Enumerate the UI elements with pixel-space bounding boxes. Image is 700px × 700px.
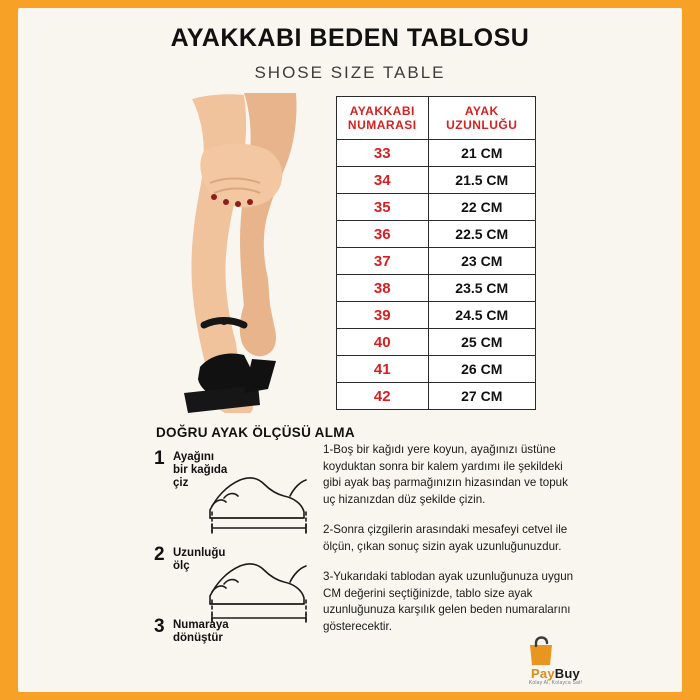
logo-buy-text: Buy <box>554 666 580 681</box>
column-header-foot-length <box>428 97 535 140</box>
table-row <box>337 194 536 221</box>
paybuy-logo <box>508 636 603 686</box>
step-number: 2 <box>154 544 165 565</box>
size-table <box>336 96 536 410</box>
cell-foot-length: 26 CM <box>428 356 535 383</box>
cell-shoe-size: 42 <box>337 383 429 410</box>
cell-shoe-size: 37 <box>337 248 429 275</box>
cell-shoe-size: 36 <box>337 221 429 248</box>
table-row <box>337 302 536 329</box>
legs-heel-illustration <box>148 93 328 413</box>
cell-foot-length: 23.5 CM <box>428 275 535 302</box>
logo-tagline: Kolay Al, Kolayca Sat! <box>528 680 583 686</box>
table-header-row <box>337 97 536 140</box>
step-label: Numaraya dönüştür <box>173 619 229 644</box>
shopping-bag-icon <box>526 636 556 666</box>
cell-shoe-size: 38 <box>337 275 429 302</box>
step-label: Uzunluğu ölç <box>173 547 226 572</box>
column-header-foot-length-line2: UZUNLUĞU <box>446 118 518 132</box>
page-subtitle: SHOSE SIZE TABLE <box>254 63 446 82</box>
cell-shoe-size: 40 <box>337 329 429 356</box>
step-number: 1 <box>154 448 165 469</box>
foot-measure-diagram <box>206 448 336 638</box>
table-row <box>337 275 536 302</box>
column-header-shoe-size-line1: AYAKKABI <box>349 104 415 118</box>
cell-shoe-size: 39 <box>337 302 429 329</box>
column-header-shoe-size-line2: NUMARASI <box>347 118 417 132</box>
cell-foot-length: 24.5 CM <box>428 302 535 329</box>
cell-foot-length: 21.5 CM <box>428 167 535 194</box>
table-row <box>337 221 536 248</box>
poster-card <box>18 8 682 692</box>
instruction-paragraph-1: 1-Boş bir kağıdı yere koyun, ayağınızı üstüne koyduktan sonra bir kalem yardımı ile şekildeki gibi ayak baş parmağınızın hizasından ve topuk uç hizanızdan düz şekilde çizin. <box>323 443 568 506</box>
cell-foot-length: 21 CM <box>428 140 535 167</box>
table-row <box>337 248 536 275</box>
table-row <box>337 383 536 410</box>
instructions <box>323 442 578 649</box>
table-row <box>337 140 536 167</box>
cell-foot-length: 27 CM <box>428 383 535 410</box>
cell-foot-length: 22 CM <box>428 194 535 221</box>
cell-foot-length: 22.5 CM <box>428 221 535 248</box>
page-title: AYAKKABI BEDEN TABLOSU <box>170 24 530 52</box>
step-label: Ayağını bir kağıda çiz <box>173 451 228 489</box>
column-header-foot-length-line1: AYAK <box>464 104 499 118</box>
howto-title: DOĞRU AYAK ÖLÇÜSÜ ALMA <box>156 425 355 440</box>
column-header-shoe-size <box>337 97 429 140</box>
table-row <box>337 167 536 194</box>
cell-shoe-size: 41 <box>337 356 429 383</box>
table-row <box>337 356 536 383</box>
cell-shoe-size: 34 <box>337 167 429 194</box>
cell-shoe-size: 35 <box>337 194 429 221</box>
cell-shoe-size: 33 <box>337 140 429 167</box>
instruction-paragraph-2: 2-Sonra çizgilerin arasındaki mesafeyi cetvel ile ölçün, çıkan sonuç sizin ayak uzunluğunuzdur. <box>323 523 568 553</box>
size-table-wrapper <box>336 96 536 410</box>
logo-wordmark <box>508 666 603 681</box>
logo-pay-text: Pay <box>531 666 555 681</box>
cell-foot-length: 25 CM <box>428 329 535 356</box>
cell-foot-length: 23 CM <box>428 248 535 275</box>
table-row <box>337 329 536 356</box>
instruction-paragraph-3: 3-Yukarıdaki tablodan ayak uzunluğunuza uygun CM değerini seçtiğinizde, tablo size ayak uzunluğunuza karşılık gelen beden numaralarını gösterecektir. <box>323 570 574 633</box>
step-number: 3 <box>154 616 165 637</box>
